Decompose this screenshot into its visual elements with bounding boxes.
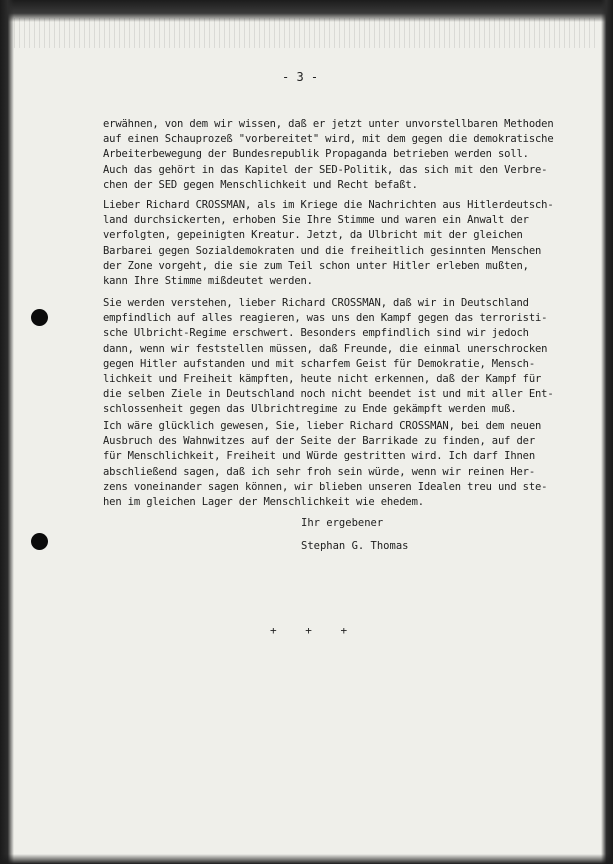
paragraph-3: Sie werden verstehen, lieber Richard CROSSMAN, daß wir in Deutschland empfindlich auf alles reagieren, was uns den Kampf gegen das terroristi- sche Ulbricht-Regime erschwert. Besonders empfindlich sind wir jedoch dann, wenn wir feststellen müssen, daß Freunde, die einmal unerschrocken gegen Hitler aufstanden und mit scharfem Geist für Demokratie, Mensch- lichkeit und Freiheit kämpften, heute nicht erkennen, daß der Kampf für die selben Ziele in Deutschland noch nicht beendet ist und mit aller Ent- schlossenheit gegen das Ulbrichtregime zu Ende gekämpft werden muß. (103, 297, 554, 416)
paragraph-2: Lieber Richard CROSSMAN, als im Kriege die Nachrichten aus Hitlerdeutsch- land durchsickerten, erhoben Sie Ihre Stimme und waren ein Anwalt der verfolgten, gepeinigten Kreatur. Jetzt, da Ulbricht mit der gleichen Barbarei gegen Sozialdemokraten und die freiheitlich gesinnten Menschen der Zone vorgeht, die sie zum Teil schon unter Hitler erleben mußten, kann Ihre Stimme mißdeutet werden. (103, 199, 554, 288)
paragraph-4: Ich wäre glücklich gewesen, Sie, lieber Richard CROSSMAN, bei dem neuen Ausbruch des Wahnwitzes auf der Seite der Barrikade zu finden, auf der für Menschlichkeit, Freiheit und Würde gestritten wird. Ich darf Ihnen abschließend sagen, daß ich sehr froh sein würde, wenn wir reinen Her- zens voneinander sagen können, wir blieben unseren Idealen treu und ste- hen im gleichen Lager der Menschlichkeit wie ehedem. (103, 420, 548, 509)
closing-salutation: Ihr ergebener (301, 517, 384, 529)
punch-hole-upper (31, 309, 48, 326)
paragraph-1: erwähnen, von dem wir wissen, daß er jetzt unter unvorstellbaren Methoden auf einen Schauprozeß "vorbereitet" wird, mit dem gegen die demokratische Arbeiterbewegung der Bundesrepublik Propaganda betrieben werden soll. Auch das gehört in das Kapitel der SED-Politik, das sich mit den Verbre- chen der SED gegen Menschlichkeit und Recht befaßt. (103, 118, 554, 191)
scan-border-right (601, 0, 613, 864)
signature-name: Stephan G. Thomas (301, 540, 409, 552)
scan-border-bottom (0, 854, 613, 864)
end-marks: + + + (270, 624, 348, 637)
punch-hole-lower (31, 533, 48, 550)
scan-border-left (0, 0, 14, 864)
scan-noise (14, 18, 599, 48)
page-number: - 3 - (282, 70, 319, 84)
